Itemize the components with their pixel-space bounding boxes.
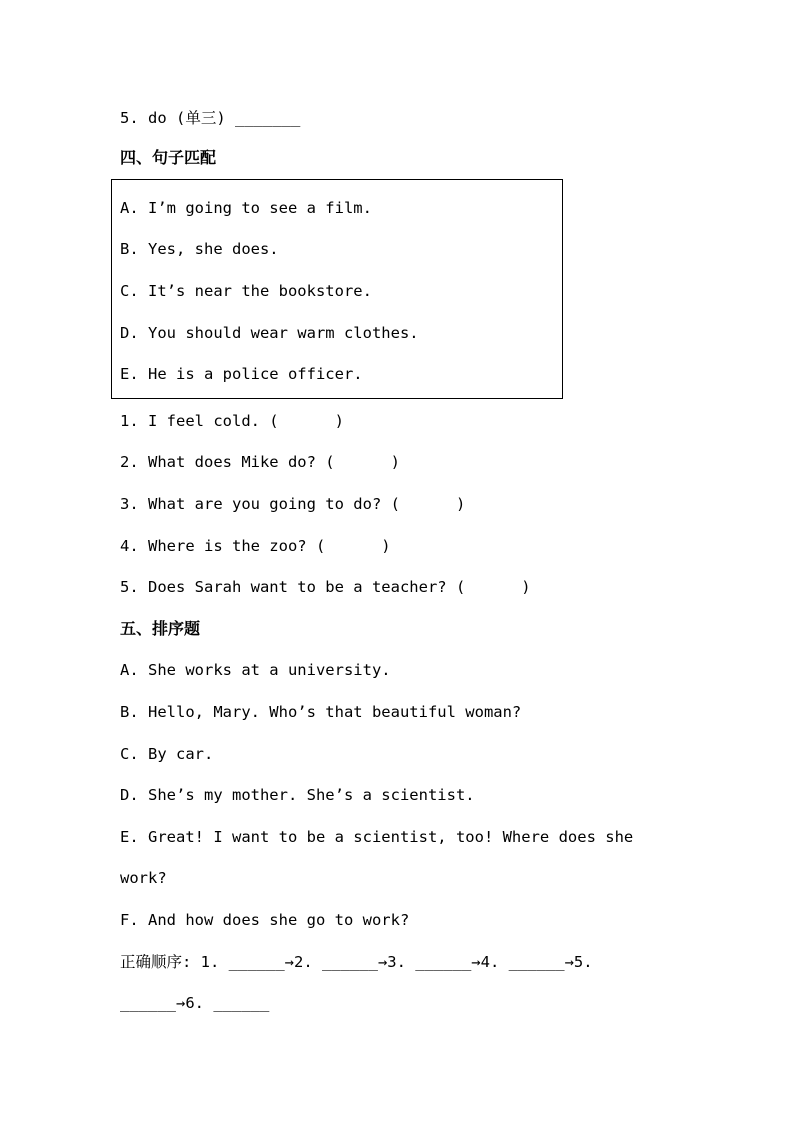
sentence-d: D. She’s my mother. She’s a scientist. xyxy=(120,786,475,804)
option-a: A. I’m going to see a film. xyxy=(120,199,372,217)
order-answer-line-1: 正确顺序: 1. ______→2. ______→3. ______→4. ______→5. xyxy=(120,953,593,971)
section3-item-5: 5. do (单三) _______ xyxy=(120,109,301,127)
option-d: D. You should wear warm clothes. xyxy=(120,324,419,342)
order-answer-line-2: ______→6. ______ xyxy=(120,994,270,1012)
section5-heading: 五、排序题 xyxy=(120,619,201,638)
sentence-b: B. Hello, Mary. Who’s that beautiful woman? xyxy=(120,703,522,721)
option-c: C. It’s near the bookstore. xyxy=(120,282,372,300)
sentence-e: E. Great! I want to be a scientist, too! Where does she xyxy=(120,828,634,846)
match-question-4: 4. Where is the zoo? ( ) xyxy=(120,537,391,555)
options-box xyxy=(111,179,563,399)
section4-heading: 四、句子匹配 xyxy=(120,148,217,167)
sentence-e-continued: work? xyxy=(120,869,167,887)
option-e: E. He is a police officer. xyxy=(120,365,363,383)
sentence-a: A. She works at a university. xyxy=(120,661,391,679)
sentence-f: F. And how does she go to work? xyxy=(120,911,410,929)
match-question-2: 2. What does Mike do? ( ) xyxy=(120,453,400,471)
match-question-5: 5. Does Sarah want to be a teacher? ( ) xyxy=(120,578,531,596)
match-question-3: 3. What are you going to do? ( ) xyxy=(120,495,466,513)
match-question-1: 1. I feel cold. ( ) xyxy=(120,412,344,430)
sentence-c: C. By car. xyxy=(120,745,214,763)
option-b: B. Yes, she does. xyxy=(120,240,279,258)
